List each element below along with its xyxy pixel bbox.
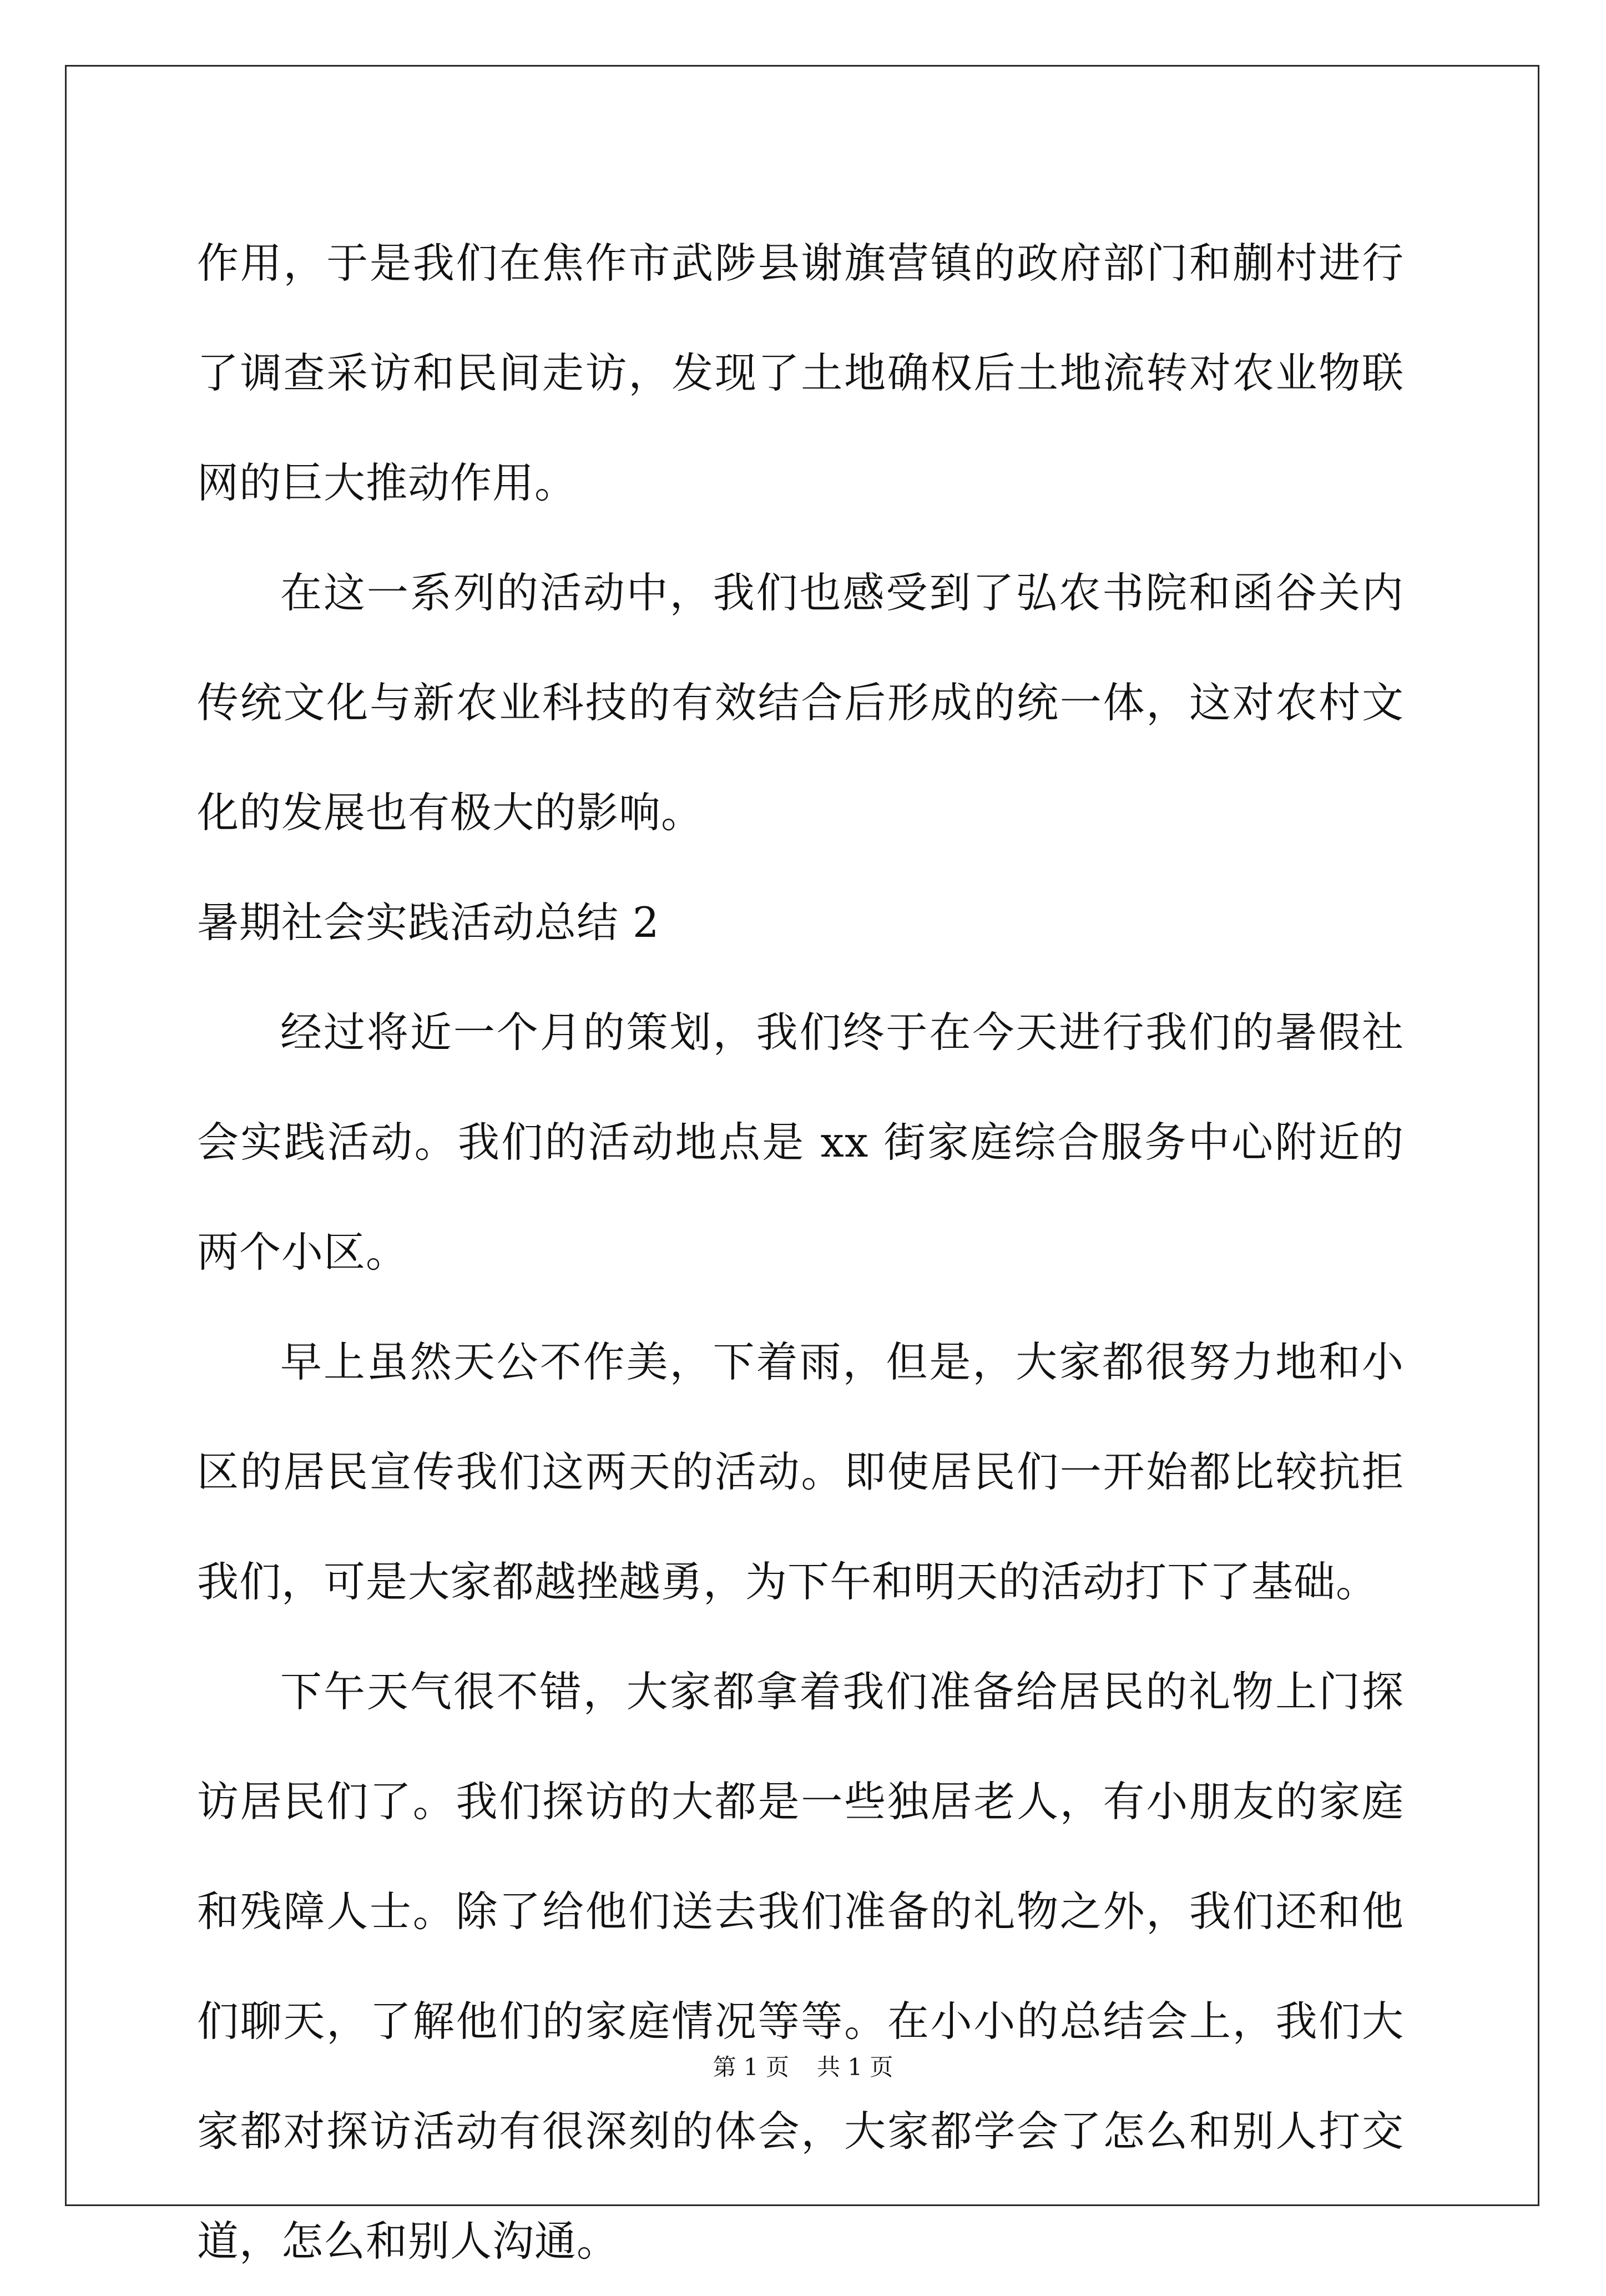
document-body: [197, 208, 1404, 2296]
paragraph-continuation: 作用，于是我们在焦作市武陟县谢旗营镇的政府部门和蒯村进行了调查采访和民间走访，发现了土地确权后土地流转对农业物联网的巨大推动作用。: [197, 239, 1404, 507]
paragraph-afternoon: 下午天气很不错，大家都拿着我们准备给居民的礼物上门探访居民们了。我们探访的大都是一些独居老人，有小朋友的家庭和残障人士。除了给他们送去我们准备的礼物之外，我们还和他们聊天，了解他们的家庭情况等等。在小小的总结会上，我们大家都对探访活动有很深刻的体会，大家都学会了怎么和别人打交道，怎么和别人沟通。: [197, 1667, 1404, 2265]
page-footer: [0, 2051, 1606, 2084]
page-number-current: 第 1 页: [713, 2053, 789, 2081]
paragraph-planning: 经过将近一个月的策划，我们终于在今天进行我们的暑假社会实践活动。我们的活动地点是 xx 街家庭综合服务中心附近的两个小区。: [197, 1008, 1404, 1276]
page-number-total: 共 1 页: [817, 2053, 893, 2081]
paragraph-culture: 在这一系列的活动中，我们也感受到了弘农书院和函谷关内传统文化与新农业科技的有效结合后形成的统一体，这对农村文化的发展也有极大的影响。: [197, 568, 1404, 837]
section-heading: 暑期社会实践活动总结 2: [197, 898, 660, 947]
paragraph-morning: 早上虽然天公不作美，下着雨，但是，大家都很努力地和小区的居民宣传我们这两天的活动。即使居民们一开始都比较抗拒我们，可是大家都越挫越勇，为下午和明天的活动打下了基础。: [197, 1338, 1404, 1606]
